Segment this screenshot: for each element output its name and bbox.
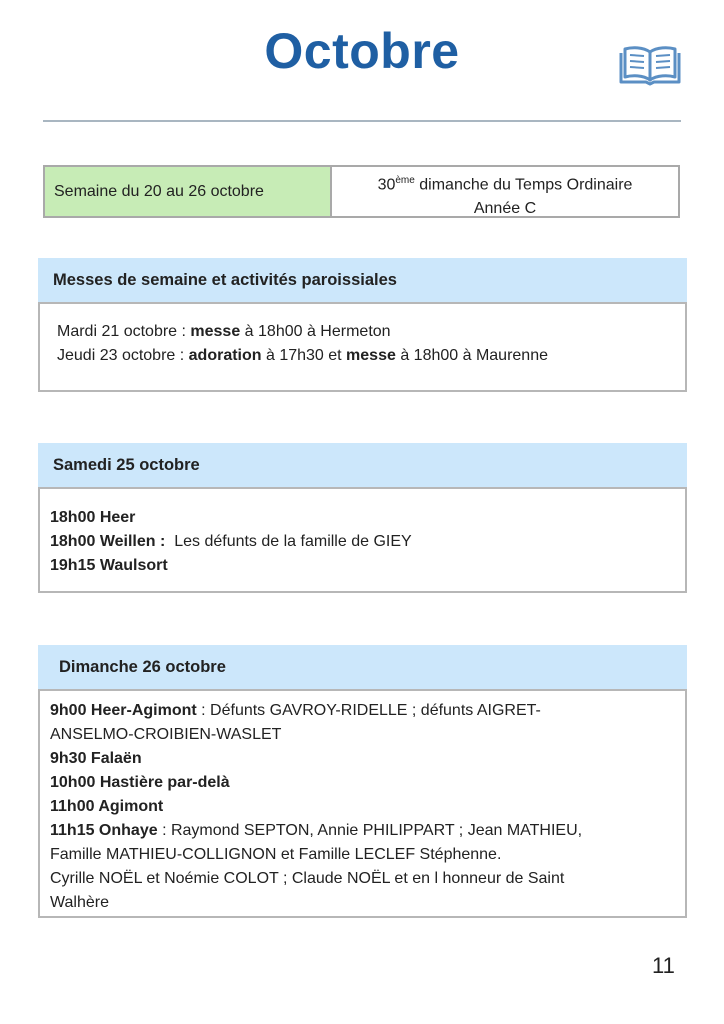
- mass-entry: 18h00 Heer: [50, 509, 136, 526]
- week-range: Semaine du 20 au 26 octobre: [45, 167, 332, 216]
- mass-intention: Famille MATHIEU-COLLIGNON et Famille LECLEF Stéphenne.: [50, 846, 502, 863]
- mass-entry: 10h00 Hastière par-delà: [50, 774, 230, 791]
- mass-entry: 11h15 Onhaye : Raymond SEPTON, Annie PHILIPPART ; Jean MATHIEU,: [50, 822, 583, 839]
- mass-intention: ANSELMO-CROIBIEN-WASLET: [50, 726, 282, 743]
- samedi-section-header: Samedi 25 octobre: [38, 443, 687, 487]
- samedi-section-box: [38, 487, 687, 593]
- week-table: [43, 165, 680, 218]
- header-divider: [43, 120, 681, 122]
- mass-entry: 9h30 Falaën: [50, 750, 142, 767]
- open-book-icon: [619, 44, 681, 86]
- mass-intention: Walhère: [50, 894, 109, 911]
- weekday-section-header: Messes de semaine et activités paroissiales: [38, 258, 687, 302]
- jeudi-entry: Jeudi 23 octobre : adoration à 17h30 et messe à 18h00 à Maurenne: [57, 347, 548, 364]
- weekday-section-box: [38, 302, 687, 392]
- mass-entry: 19h15 Waulsort: [50, 557, 168, 574]
- mass-entry: 11h00 Agimont: [50, 798, 164, 815]
- dimanche-section-box: [38, 689, 687, 918]
- liturgical-year: Année C: [473, 200, 537, 218]
- liturgical-sunday: 30ème dimanche du Temps Ordinaire Année C: [332, 167, 678, 216]
- mass-intention: Cyrille NOËL et Noémie COLOT ; Claude NOËL et en l honneur de Saint: [50, 870, 565, 887]
- page-number: 11: [652, 953, 675, 978]
- dimanche-section-header: Dimanche 26 octobre: [38, 645, 687, 689]
- page-title: Octobre: [264, 23, 460, 79]
- mardi-entry: Mardi 21 octobre : messe à 18h00 à Hermeton: [57, 323, 391, 340]
- mass-entry: 18h00 Weillen : Les défunts de la famille de GIEY: [50, 533, 412, 550]
- mass-entry: 9h00 Heer-Agimont : Défunts GAVROY-RIDELLE ; défunts AIGRET-: [50, 702, 541, 719]
